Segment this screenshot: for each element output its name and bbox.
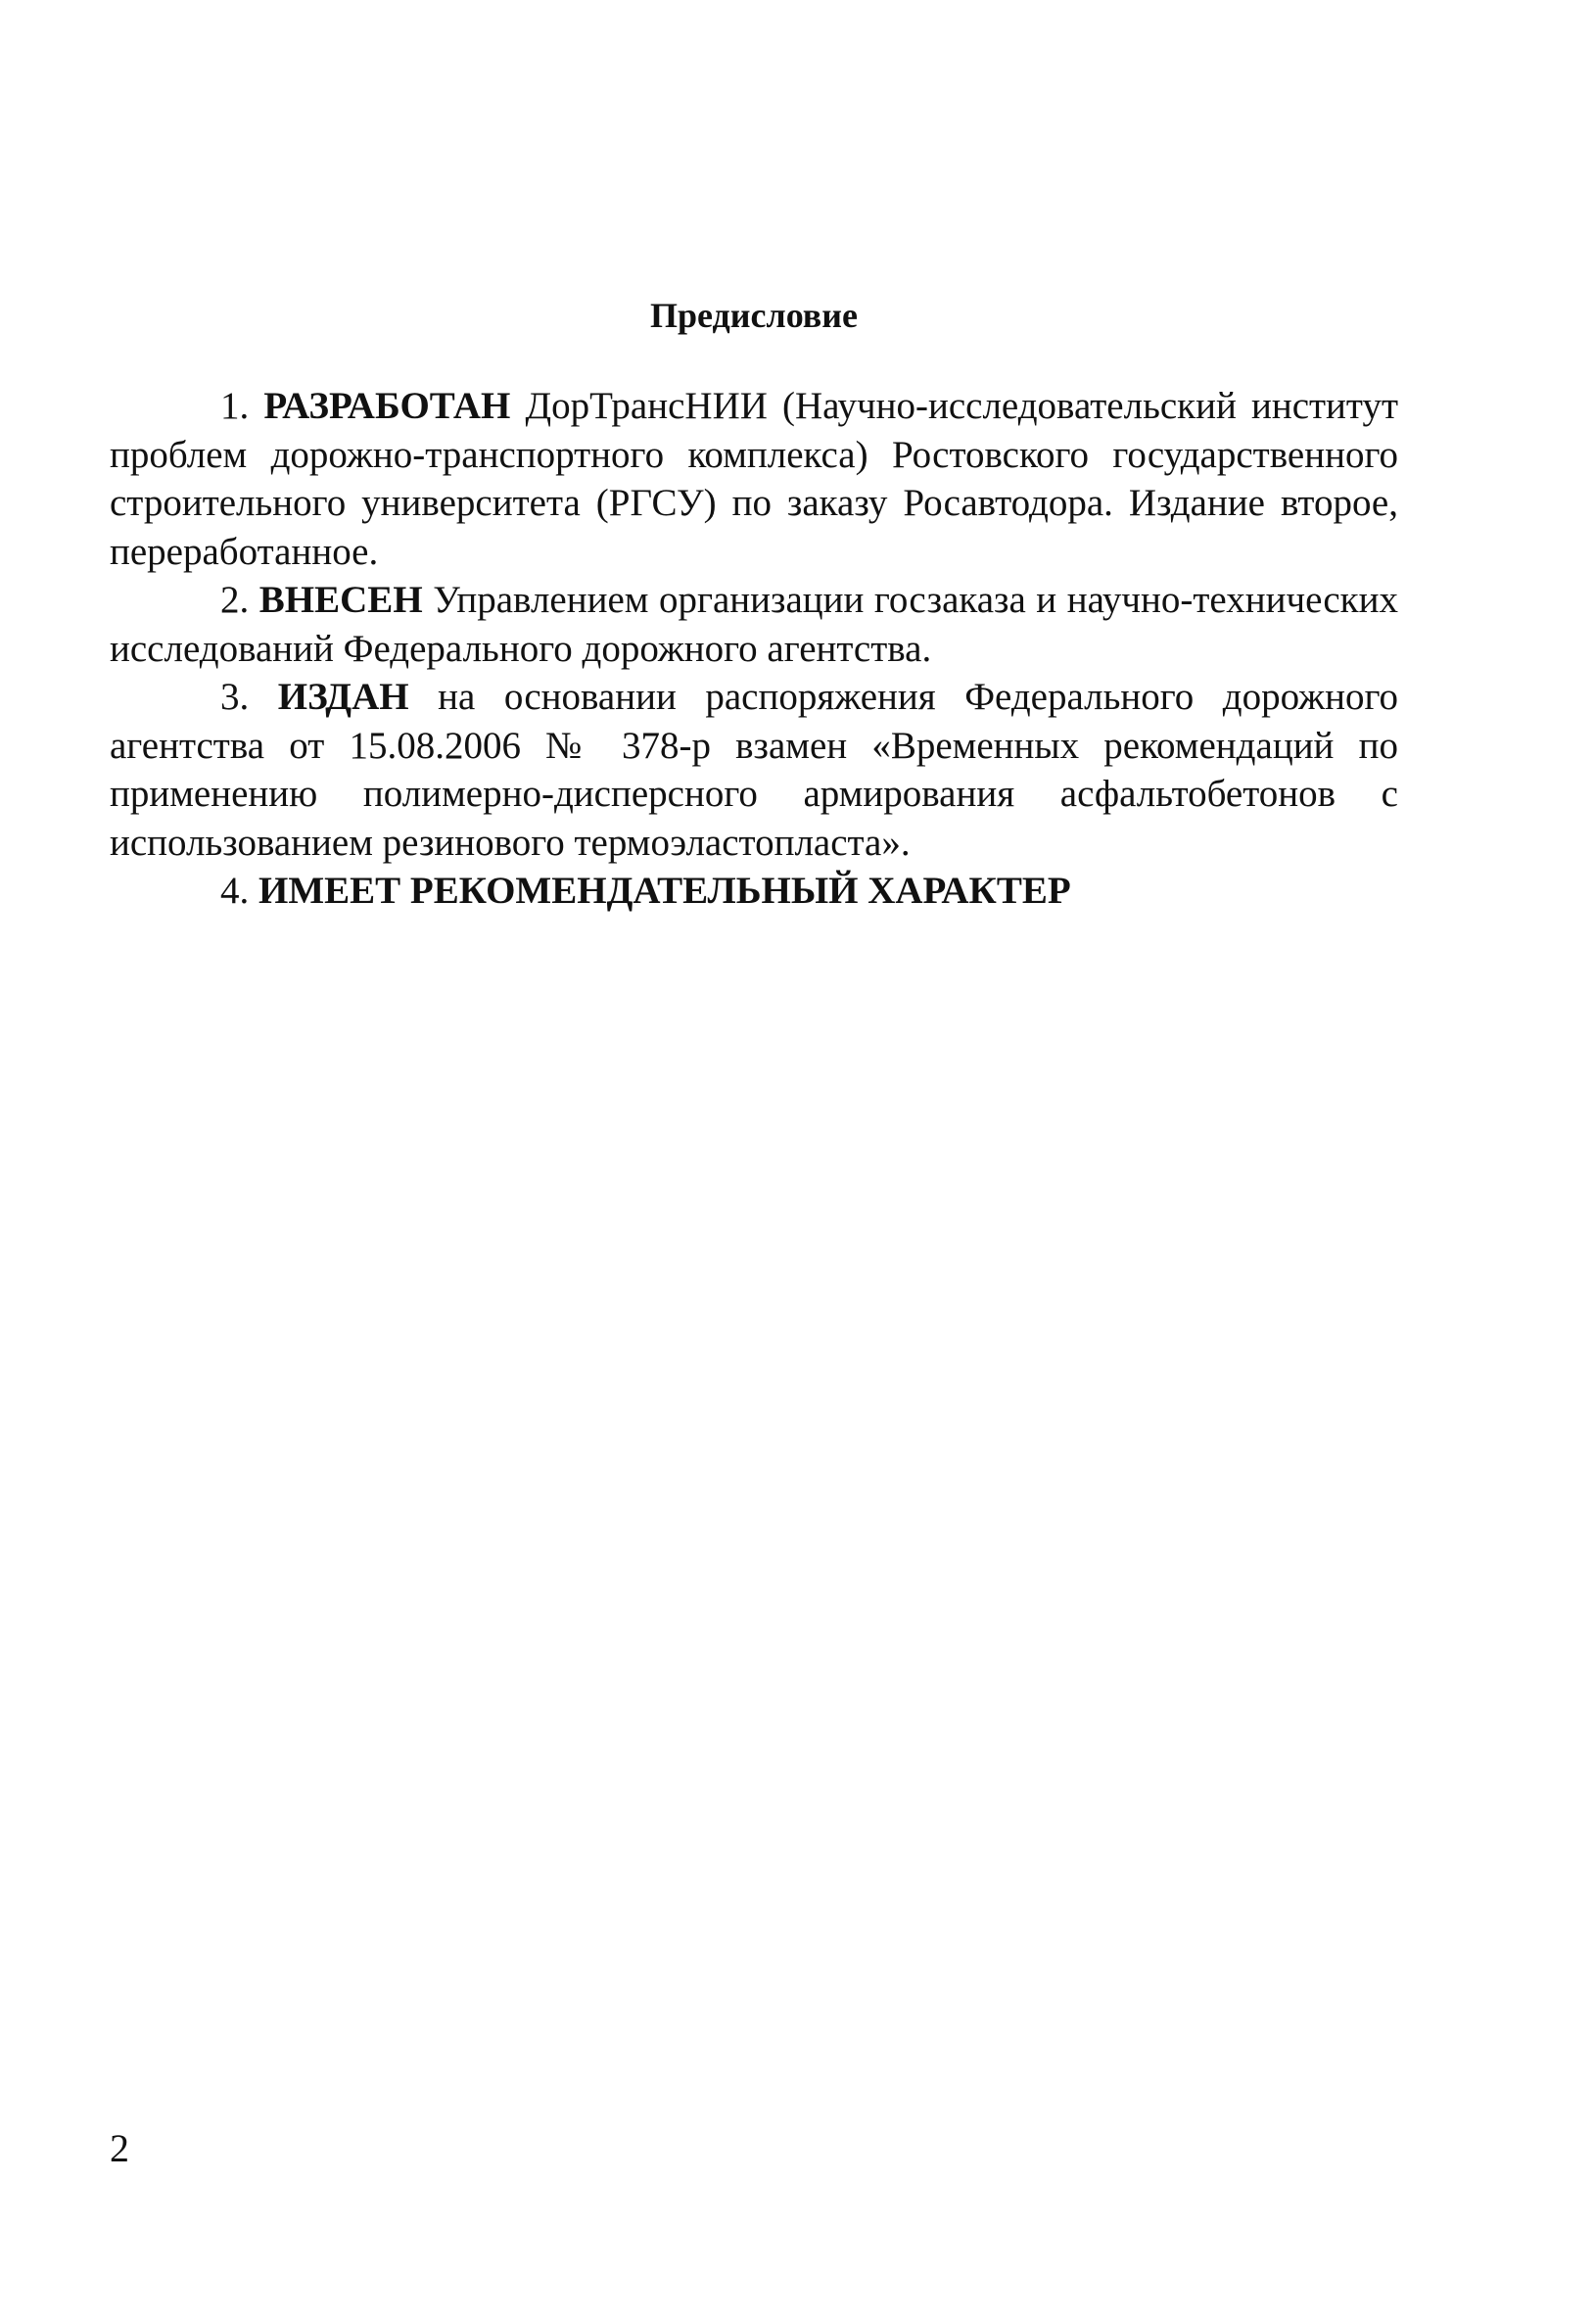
- item-keyword: ИМЕЕТ РЕКОМЕНДАТЕЛЬНЫЙ ХАРАКТЕР: [258, 870, 1071, 912]
- item-keyword: ВНЕСЕН: [258, 579, 423, 621]
- foreword-body: [110, 382, 1398, 916]
- item-text: ДорТрансНИИ (Научно-исследовательский институт проблем дорожно-транспортного комплекса) Ростовского государственного строительного университета (РГСУ) по заказу Росавтодора. Издание второе, переработанное.: [110, 385, 1398, 573]
- page-number: 2: [110, 2126, 129, 2170]
- foreword-item-3: [110, 673, 1398, 867]
- foreword-item-1: [110, 382, 1398, 576]
- foreword-item-2: [110, 576, 1398, 673]
- page-title: Предисловие: [650, 296, 858, 335]
- item-number: 4.: [220, 870, 250, 912]
- item-text: на основании распоряжения Федерального дорожного агентства от 15.08.2006 № 378-р взамен «Временных рекомендаций по применению полимерно-дисперсного армирования асфальтобетонов с использованием резинового термоэластопласта».: [110, 676, 1398, 864]
- item-number: 3.: [220, 676, 250, 718]
- item-number: 1.: [220, 385, 250, 427]
- foreword-item-4: [110, 867, 1398, 916]
- item-text: Управлением организации госзаказа и научно-технических исследований Федерального дорожного агентства.: [110, 579, 1398, 670]
- item-keyword: ИЗДАН: [277, 676, 409, 718]
- item-keyword: РАЗРАБОТАН: [263, 385, 511, 427]
- item-number: 2.: [220, 579, 250, 621]
